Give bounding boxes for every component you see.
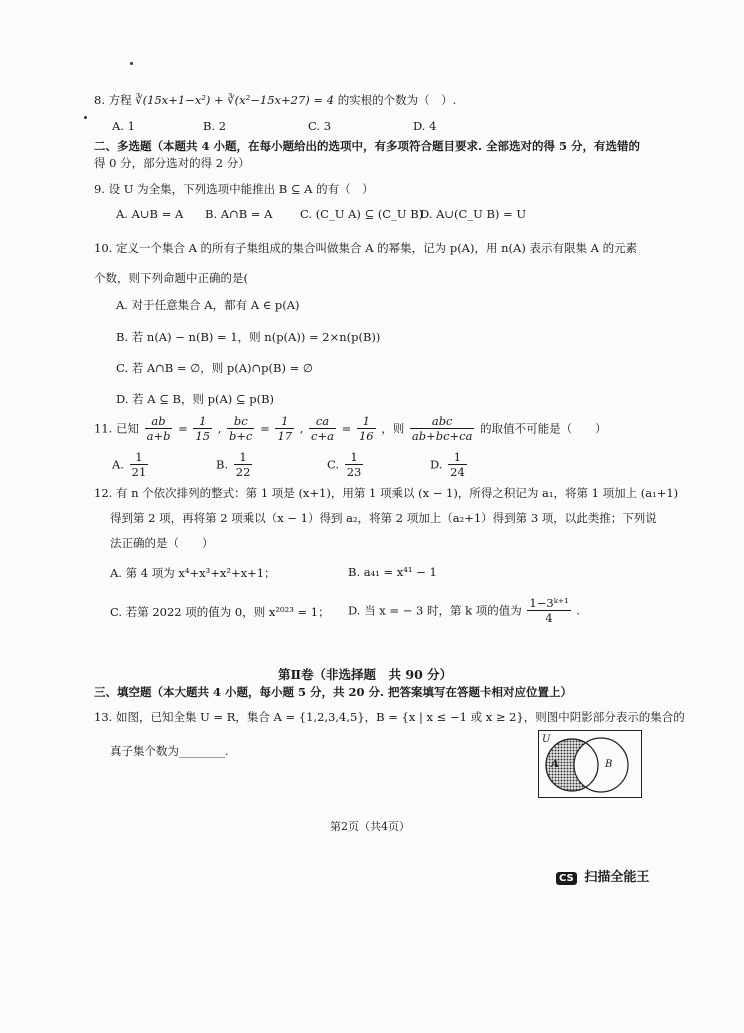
venn-label-b: B <box>605 759 613 770</box>
question-8-suffix: 的实根的个数为（ ）. <box>337 93 457 107</box>
denominator: 16 <box>358 429 374 443</box>
q10-option-d: D. 若 A ⊆ B，则 p(A) ⊆ p(B) <box>116 392 275 406</box>
q12-option-d <box>348 596 580 625</box>
scan-speck <box>84 116 87 119</box>
denominator: 24 <box>450 465 465 479</box>
numerator: 1 <box>234 450 253 465</box>
numerator: 1 <box>275 414 294 429</box>
option-label: B. <box>216 457 229 472</box>
question-12-stem-end: 法正确的是（ ） <box>110 536 214 550</box>
numerator: 1 <box>193 414 212 429</box>
question-8-prefix: 8. 方程 <box>94 93 132 107</box>
denominator: ab+bc+ca <box>411 429 473 443</box>
section-2-heading: 二、多选题（本题共 4 小题，在每小题给出的选项中，有多项符合题目要求. 全部选对的得 5 分，有选错的 <box>94 139 641 153</box>
q9-option-b: B. A∩B = A <box>205 207 273 221</box>
fraction-1-15 <box>193 414 212 443</box>
numerator: 1 <box>345 450 364 465</box>
question-10-stem: 10. 定义一个集合 A 的所有子集组成的集合叫做集合 A 的幂集，记为 p(A)，用 n(A) 表示有限集 A 的元素 <box>94 241 638 255</box>
question-12-stem: 12. 有 n 个依次排列的整式：第 1 项是 (x+1)，用第 1 项乘以 (x − 1)，所得之积记为 a₁，将第 1 项加上 (a₁+1) <box>94 486 679 500</box>
numerator: abc <box>410 414 475 429</box>
fraction-abc <box>410 414 475 443</box>
venn-diagram <box>538 730 642 798</box>
question-12-stem-cont: 得到第 2 项，再将第 2 项乘以（x − 1）得到 a₂，将第 2 项加上（a₂+1）得到第 3 项，以此类推；下列说 <box>110 511 657 525</box>
question-8-formula: ∛(15x+1−x²) + ∛(x²−15x+27) = 4 <box>135 93 335 107</box>
q11-option-c <box>327 450 365 479</box>
scan-speck <box>130 62 133 65</box>
page-number: 第2页（共4页） <box>330 820 410 833</box>
denominator: 22 <box>235 465 251 479</box>
q9-option-c: C. (C_U A) ⊆ (C_U B) <box>300 207 424 221</box>
denominator: c+a <box>311 429 334 443</box>
venn-label-u: U <box>542 734 551 745</box>
q11-option-a <box>112 450 150 479</box>
denominator: 17 <box>277 429 293 443</box>
option-fraction <box>234 450 253 479</box>
fraction-bc <box>227 414 254 443</box>
camscanner-text: 扫描全能王 <box>584 870 650 885</box>
q8-option-c: C. 3 <box>308 119 332 133</box>
numerator: 1−3ᵏ⁺¹ <box>529 596 569 610</box>
option-label: C. <box>327 457 340 472</box>
q8-option-d: D. 4 <box>413 119 437 133</box>
question-13-stem: 13. 如图，已知全集 U = R，集合 A = {1,2,3,4,5}，B = {x | x ≤ −1 或 x ≥ 2}，则图中阴影部分表示的集合的 <box>94 710 685 724</box>
option-label: A. <box>112 457 124 472</box>
q10-option-b: B. 若 n(A) − n(B) = 1，则 n(p(A)) = 2×n(p(B)) <box>116 330 381 344</box>
denominator: 21 <box>131 465 147 479</box>
denominator: 4 <box>545 611 553 625</box>
question-11-mid: ，则 <box>381 421 405 436</box>
question-11-prefix: 11. 已知 <box>94 421 139 436</box>
question-11-stem: 11. 已知 $\frac{ab}{a+b}$ = $\frac{1}{15}$ , $\frac{bc}{b+c}$ = $\frac{1}{17}$ , $\frac{ca}{c+a}$ = $\frac{1}{16}$ ，则 $\frac{\text{abc}}{ab+bc+ca}$ 的取值不可能是（ ） <box>94 414 607 443</box>
q9-option-a: A. A∪B = A <box>116 207 184 221</box>
denominator: 15 <box>195 429 211 443</box>
q8-option-a: A. 1 <box>112 119 135 133</box>
q8-option-b: B. 2 <box>203 119 227 133</box>
option-fraction <box>345 450 364 479</box>
denominator: b+c <box>229 429 253 443</box>
venn-label-a: A <box>551 759 559 770</box>
question-11-suffix: 的取值不可能是（ ） <box>480 421 607 436</box>
option-d-fraction <box>527 596 570 625</box>
fraction-ca <box>309 414 336 443</box>
q9-option-d: D. A∪(C_U B) = U <box>420 207 527 221</box>
option-fraction <box>130 450 149 479</box>
q12-option-a: A. 第 4 项为 x⁴+x³+x²+x+1； <box>110 566 276 580</box>
numerator: 1 <box>448 450 467 465</box>
q10-option-c: C. 若 A∩B = ∅，则 p(A)∩p(B) = ∅ <box>116 361 313 375</box>
numerator: 1 <box>357 414 376 429</box>
q12-option-b: B. a₄₁ = x⁴¹ − 1 <box>348 565 437 579</box>
part-2-title: 第Ⅱ卷（非选择题 共 90 分） <box>278 667 453 682</box>
numerator: ab <box>145 414 173 429</box>
section-3-heading: 三、填空题（本大题共 4 小题，每小题 5 分，共 20 分. 把答案填写在答题卡相对应位置上） <box>94 685 573 699</box>
fraction-ab <box>145 414 173 443</box>
q11-option-d <box>430 450 469 479</box>
numerator: 1 <box>130 450 149 465</box>
scanner-watermark <box>556 866 649 885</box>
option-d-suffix: . <box>576 603 580 618</box>
numerator: bc <box>227 414 254 429</box>
q12-option-c: C. 若第 2022 项的值为 0，则 x²⁰²³ = 1； <box>110 605 330 619</box>
q11-option-b <box>216 450 254 479</box>
option-label: D. <box>430 457 443 472</box>
option-d-prefix: D. 当 x = − 3 时，第 k 项的值为 <box>348 603 522 618</box>
fraction-1-16 <box>357 414 376 443</box>
camscanner-logo-icon: CS <box>556 872 577 885</box>
section-2-heading-cont: 得 0 分，部分选对的得 2 分） <box>94 156 250 170</box>
fraction-1-17 <box>275 414 294 443</box>
option-fraction <box>448 450 467 479</box>
question-9-stem: 9. 设 U 为全集，下列选项中能推出 B ⊆ A 的有（ ） <box>94 182 374 196</box>
question-8-stem <box>94 92 456 108</box>
numerator: ca <box>309 414 336 429</box>
question-10-stem-cont: 个数，则下列命题中正确的是( <box>94 271 248 285</box>
question-13-blank: 真子集个数为________. <box>110 744 229 758</box>
q10-option-a: A. 对于任意集合 A，都有 A ∈ p(A) <box>116 298 300 312</box>
denominator: 23 <box>346 465 362 479</box>
denominator: a+b <box>146 429 171 443</box>
